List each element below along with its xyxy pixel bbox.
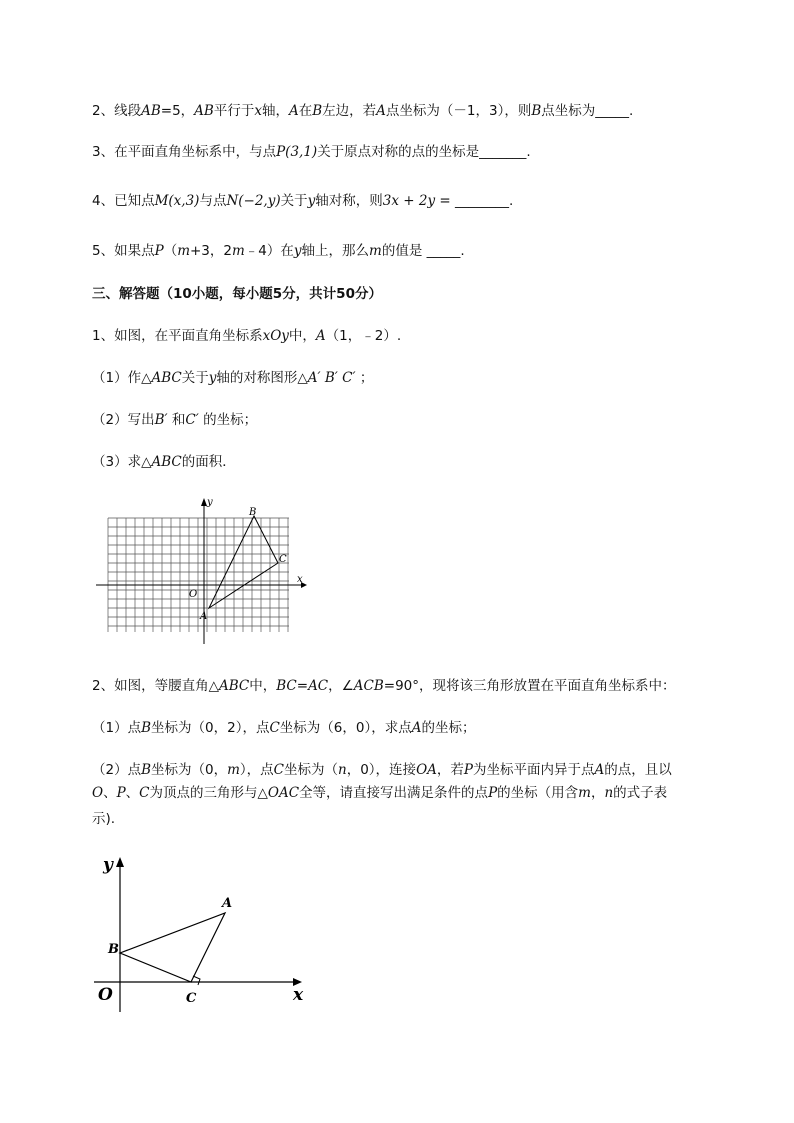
grid-figure [96,494,311,649]
label-y: y [207,497,213,508]
problem-1-part-2: （2）写出B′ 和C′ 的坐标； [92,412,258,428]
label-o: O [98,985,113,1005]
problem-2-stem: 2、如图，等腰直角△ABC中，BC=AC，∠ACB=90°，现将该三角形放置在平面直角坐标系中： [92,678,676,694]
label-x: x [293,985,304,1005]
label-a: A [200,611,208,622]
y-axis-arrow [116,857,124,867]
problem-1-part-1: （1）作△ABC关于y轴的对称图形△A′ B′ C′ ； [92,370,374,386]
question-2: 2、线段AB=5，AB平行于x轴，A在B左边，若A点坐标为（－1，3），则B点坐标为_____. [92,103,634,119]
question-5: 5、如果点P（m+3，2m﹣4）在y轴上，那么m的值是 _____. [92,243,465,259]
label-y: y [103,855,113,875]
triangle-figure [90,845,320,1020]
right-angle-mark [193,976,200,985]
problem-2-part-2b: O、P、C为顶点的三角形与△OAC全等，请直接写出满足条件的点P的坐标（用含m，n的式子表 [92,785,668,801]
problem-2-part-2a: （2）点B坐标为（0，m），点C坐标为（n，0），连接OA，若P为坐标平面内异于点A的点，且以 [92,762,672,778]
label-c: C [279,554,287,565]
figure-2 [90,845,320,1024]
problem-1-part-3: （3）求△ABC的面积． [92,454,236,470]
question-4: 4、已知点M(x,3)与点N(−2,y)关于y轴对称，则3x + 2y = ________. [92,193,514,209]
label-a: A [222,896,233,911]
label-b: B [249,507,257,518]
label-c: C [186,991,197,1006]
figure-1 [96,494,311,653]
problem-1-stem: 1、如图，在平面直角坐标系xOy中，A（1，﹣2）. [92,328,402,344]
problem-2-part-2c: 示). [92,811,116,827]
section-title: 三、解答题（10小题，每小题5分，共计50分） [92,286,382,302]
label-o: O [189,589,198,600]
problem-2-part-1: （1）点B坐标为（0，2），点C坐标为（6，0），求点A的坐标； [92,720,476,736]
triangle-abc [120,913,225,982]
label-b: B [108,942,119,957]
question-3: 3、在平面直角坐标系中，与点P(3,1)关于原点对称的点的坐标是_______. [92,144,531,160]
grid-lines [108,518,289,632]
label-x: x [297,574,303,585]
triangle-abc [209,516,278,608]
